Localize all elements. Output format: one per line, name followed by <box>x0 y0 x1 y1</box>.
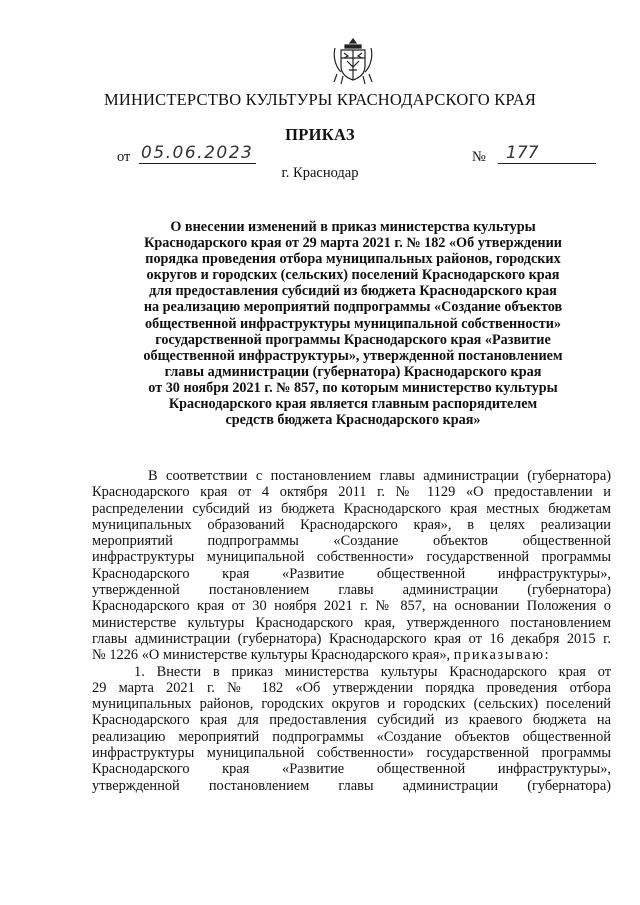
subject-line: общественной инфраструктуры», утвержденной постановлением <box>143 347 563 364</box>
preamble-line: утвержденной постановлением главы администрации (губернатора) <box>92 582 611 599</box>
preamble-line: № 1226 «О министерстве культуры Краснодарского края», <box>92 647 451 664</box>
order-date: 05.06.2023 <box>139 143 256 164</box>
order-subject <box>118 219 588 428</box>
subject-line: порядка проведения отбора муниципальных районов, городских <box>145 251 561 268</box>
subject-line: для предоставления субсидий из бюджета Краснодарского края <box>149 283 557 300</box>
subject-line: государственной программы Краснодарского края «Развитие <box>155 331 551 348</box>
order-command: приказываю: <box>453 647 551 664</box>
item-line: 1. Внести в приказ министерства культуры Краснодарского края от <box>134 663 611 680</box>
item-line: инфраструктуры муниципальной собственности» государственной программы <box>92 745 611 762</box>
subject-line: главы администрации (губернатора) Краснодарского края <box>164 363 542 380</box>
subject-line: средств бюджета Краснодарского края» <box>225 412 481 429</box>
city: г. Краснодар <box>281 165 359 181</box>
order-body <box>92 468 611 794</box>
subject-line: от 30 ноября 2021 г. № 857, по которым министерство культуры <box>148 379 558 396</box>
item-line: 29 марта 2021 г. № 182 «Об утверждении порядка проведения отбора <box>92 679 611 696</box>
preamble-line: Краснодарского края от 30 ноября 2021 г. № 857, на основании Положения о <box>92 598 611 615</box>
number-label: № <box>472 149 486 165</box>
subject-line: округов и городских (сельских) поселений Краснодарского края <box>146 267 560 284</box>
preamble-line: Краснодарского края от 4 октября 2011 г. № 1129 «О предоставлении и <box>92 484 611 501</box>
item-line: реализацию мероприятий подпрограммы «Создание объектов общественной <box>92 728 611 745</box>
item-line: Краснодарского края для предоставления субсидий из краевого бюджета на <box>92 712 611 729</box>
preamble-line: муниципальных образований Краснодарского края», в целях реализации <box>92 516 611 533</box>
order-title: ПРИКАЗ <box>285 125 355 144</box>
subject-line: Краснодарского края является главным распорядителем <box>168 396 538 413</box>
subject-line: на реализацию мероприятий подпрограммы «Создание объектов <box>143 299 563 316</box>
preamble-line: распределении субсидий из бюджета Краснодарского края местных бюджетам <box>92 500 611 517</box>
krasnodar-krai-coat-of-arms-icon <box>331 36 375 86</box>
preamble-line: министерстве культуры Краснодарского края, утвержденного постановлением <box>92 614 611 631</box>
subject-line: О внесении изменений в приказ министерства культуры <box>170 219 536 235</box>
preamble-line: мероприятий подпрограммы «Создание объектов общественной <box>92 533 611 550</box>
preamble-line: инфраструктуры муниципальной собственности» государственной программы <box>92 549 611 566</box>
item-line: муниципальных районов, городских округов и городских (сельских) поселений <box>92 696 611 713</box>
preamble-line: главы администрации (губернатора) Краснодарского края от 16 декабря 2015 г. <box>92 630 611 647</box>
item-line: утвержденной постановлением главы администрации (губернатора) <box>92 777 611 794</box>
order-number: 177 <box>498 143 596 164</box>
ministry-name: МИНИСТЕРСТВО КУЛЬТУРЫ КРАСНОДАРСКОГО КРАЯ <box>103 90 537 109</box>
preamble-last-line <box>92 647 611 663</box>
preamble-line: В соответствии с постановлением главы администрации (губернатора) <box>148 468 611 484</box>
date-label: от <box>117 149 131 165</box>
item-line: Краснодарского края «Развитие общественной инфраструктуры», <box>92 761 611 778</box>
preamble-line: Краснодарского края «Развитие общественной инфраструктуры», <box>92 565 611 582</box>
subject-line: общественной инфраструктуры муниципальной собственности» <box>145 315 561 332</box>
subject-line: Краснодарского края от 29 марта 2021 г. № 182 «Об утверждении <box>144 235 562 252</box>
